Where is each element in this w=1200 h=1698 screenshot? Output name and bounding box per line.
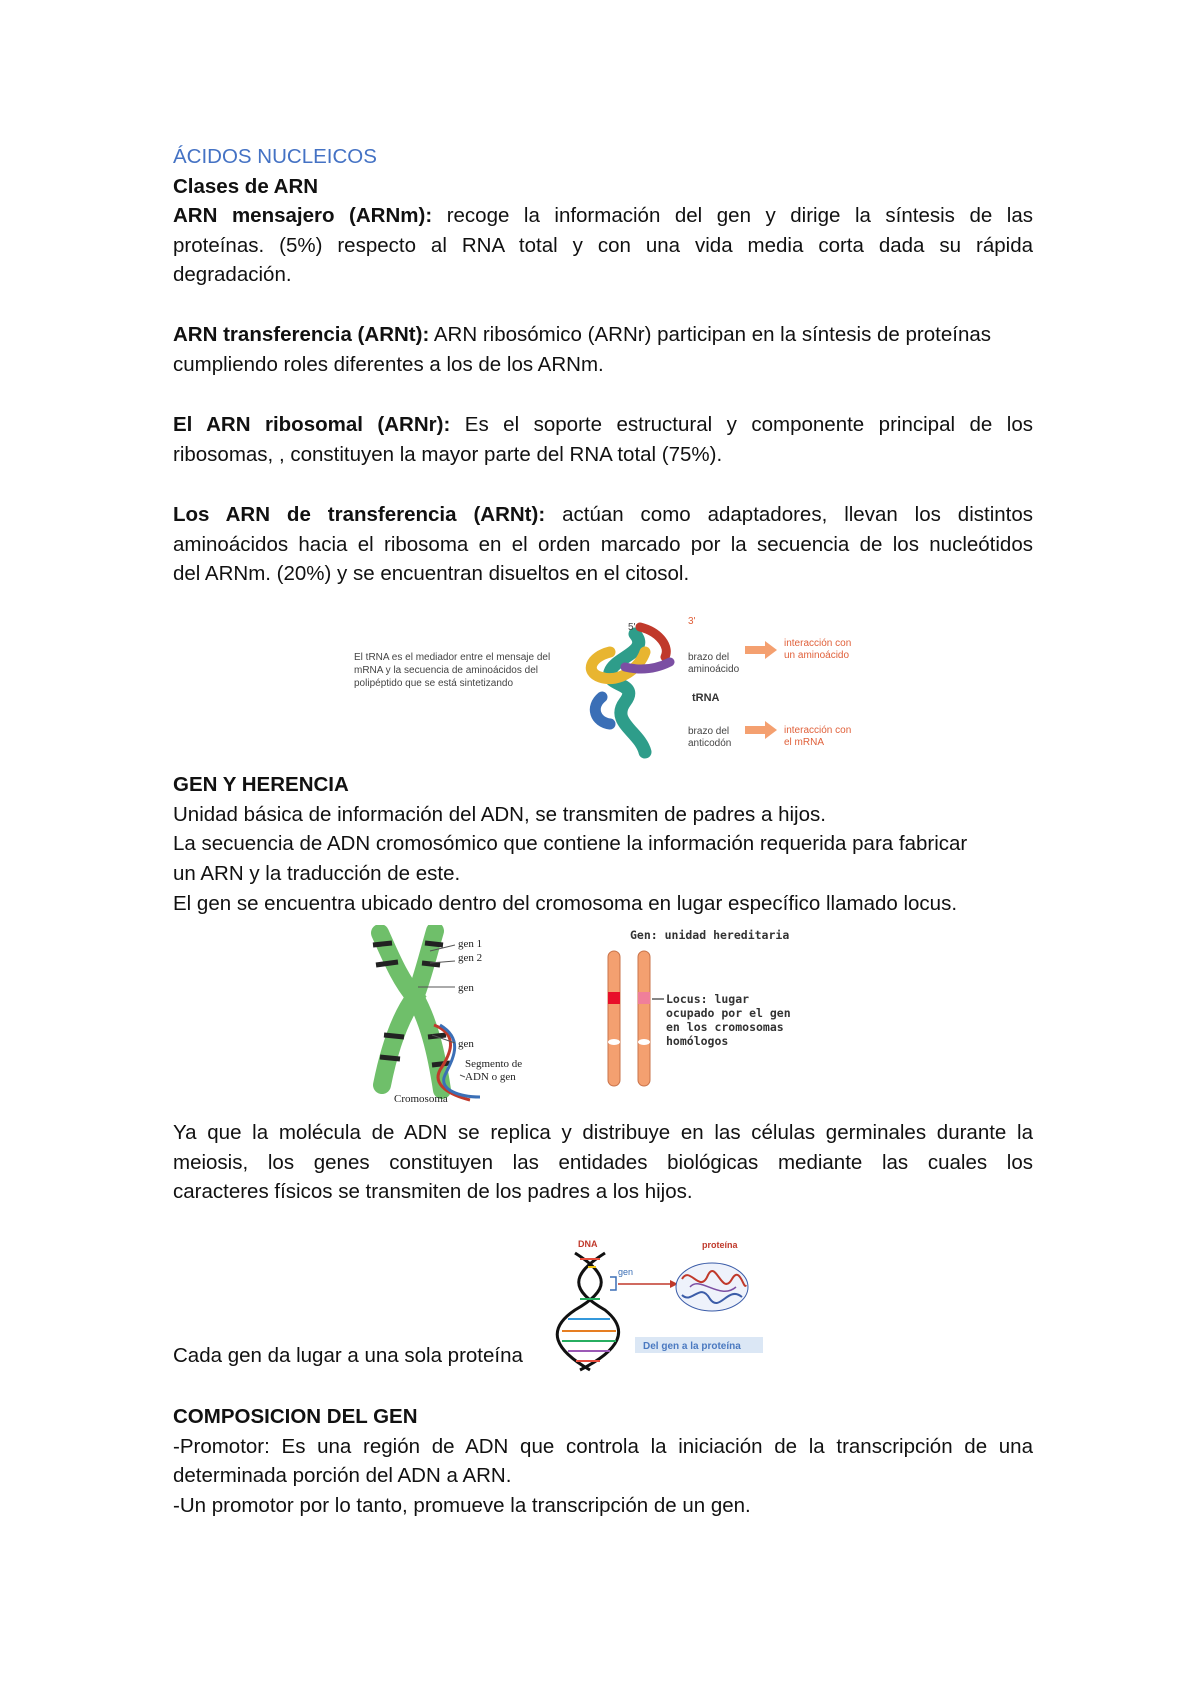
chromosome-label: gen: [458, 982, 474, 994]
text-line: Es el soporte estructural y componente principal de los: [464, 413, 1033, 436]
trna-five-prime-label: 5': [628, 622, 636, 633]
trna-caption-line: mRNA y la secuencia de aminoácidos del: [354, 665, 538, 676]
trna-molecule-image: [591, 627, 670, 752]
paragraph-arnr: [173, 410, 1033, 469]
gen-to-protein-banner-text: Del gen a la proteína: [643, 1341, 741, 1352]
text-line: proteínas. (5%) respecto al RNA total y con una vida media corta dada su rápida: [173, 233, 1033, 257]
protein-structure-image: [676, 1263, 748, 1311]
gen-herencia-section: [173, 770, 1033, 919]
page-title: ÁCIDOS NUCLEICOS: [173, 145, 377, 168]
text-line: ribosomas, , constituyen la mayor parte del RNA total (75%).: [173, 442, 723, 466]
text-line: aminoácidos hacia el ribosoma en el orden marcado por la secuencia de los nucleótidos: [173, 532, 1033, 556]
term-arnt: ARN transferencia (ARNt):: [173, 323, 430, 346]
chromosome-label: ADN o gen: [465, 1071, 516, 1083]
text-line: -Un promotor por lo tanto, promueve la transcripción de un gen.: [173, 1494, 751, 1518]
section-heading: COMPOSICION DEL GEN: [173, 1405, 418, 1428]
paragraph-arnm: [173, 201, 1033, 290]
locus-label: en los cromosomas: [666, 1020, 784, 1034]
protein-label: proteína: [702, 1240, 738, 1250]
trna-interaction-label: el mRNA: [784, 737, 825, 748]
trna-arm-label: brazo del: [688, 726, 730, 737]
text-line: La secuencia de ADN cromosómico que contiene la información requerida para fabricar: [173, 832, 968, 856]
text-line: Ya que la molécula de ADN se replica y distribuye en las células germinales durante la: [173, 1121, 1033, 1144]
gen-label: gen: [618, 1267, 634, 1277]
locus-figure-title: Gen: unidad hereditaria: [630, 928, 790, 942]
text-line: actúan como adaptadores, llevan los distintos: [562, 503, 1034, 526]
arrow-right-icon: [745, 641, 777, 659]
chromosome-label: gen: [458, 1038, 474, 1050]
trna-interaction-label: interacción con: [784, 725, 852, 736]
paragraph-arnt: [173, 320, 1033, 379]
chromosome-label: gen 2: [458, 952, 483, 964]
locus-label: ocupado por el gen: [666, 1006, 791, 1020]
text-line: del ARNm. (20%) y se encuentran disueltos en el citosol.: [173, 562, 690, 586]
trna-arm-label: aminoácido: [688, 664, 740, 675]
term-arnr: El ARN ribosomal (ARNr):: [173, 413, 451, 436]
composicion-section: [173, 1402, 1033, 1521]
locus-label: Locus: lugar: [666, 992, 750, 1006]
text-line: El gen se encuentra ubicado dentro del cromosoma en lugar específico llamado locus.: [173, 891, 958, 915]
section-subtitle: Clases de ARN: [173, 174, 319, 198]
document-title-block: [173, 142, 1033, 201]
paragraph-meiosis: [173, 1118, 1033, 1207]
text-line: determinada porción del ADN a ARN.: [173, 1464, 512, 1488]
dna-label: DNA: [578, 1239, 598, 1249]
chromosome-label: gen 1: [458, 938, 483, 950]
text-line: meiosis, los genes constituyen las entidades biológicas mediante las cuales los: [173, 1150, 1033, 1174]
chromosome-label: Segmento de: [465, 1058, 523, 1070]
text-line: un ARN y la traducción de este.: [173, 862, 461, 886]
text-line: Unidad básica de información del ADN, se transmiten de padres a hijos.: [173, 802, 826, 826]
trna-center-label: tRNA: [692, 692, 720, 704]
chromosome-figure: [370, 925, 570, 1107]
term-arnt-transfer: Los ARN de transferencia (ARNt):: [173, 503, 546, 526]
locus-label: homólogos: [666, 1034, 729, 1048]
homologous-chromosomes-image: [608, 951, 664, 1086]
text-line: caracteres físicos se transmiten de los padres a los hijos.: [173, 1180, 693, 1204]
text-line: degradación.: [173, 263, 292, 287]
cada-gen-line: [173, 1341, 1033, 1371]
arrow-right-icon: [745, 721, 777, 739]
trna-figure: [340, 612, 880, 762]
trna-caption-line: polipéptido que se está sintetizando: [354, 678, 514, 689]
trna-interaction-label: un aminoácido: [784, 650, 850, 661]
text-line: ARN ribosómico (ARNr) participan en la síntesis de proteínas: [433, 323, 992, 346]
text-line: recoge la información del gen y dirige la síntesis de las: [446, 204, 1033, 227]
trna-three-prime-label: 3': [688, 616, 696, 627]
trna-caption-line: El tRNA es el mediador entre el mensaje del: [354, 652, 551, 663]
section-heading: GEN Y HERENCIA: [173, 773, 349, 796]
term-arnm: ARN mensajero (ARNm):: [173, 204, 433, 227]
paragraph-arnt-transfer: [173, 500, 1033, 589]
trna-arm-label: brazo del: [688, 652, 730, 663]
text-line: Cada gen da lugar a una sola proteína: [173, 1344, 523, 1367]
trna-interaction-label: interacción con: [784, 638, 852, 649]
chromosome-label: Cromosoma: [394, 1093, 448, 1105]
locus-figure: [600, 925, 830, 1090]
text-line: cumpliendo roles diferentes a los de los ARNm.: [173, 352, 604, 376]
text-line: -Promotor: Es una región de ADN que controla la iniciación de la transcripción de una: [173, 1434, 1033, 1458]
trna-arm-label: anticodón: [688, 738, 732, 749]
